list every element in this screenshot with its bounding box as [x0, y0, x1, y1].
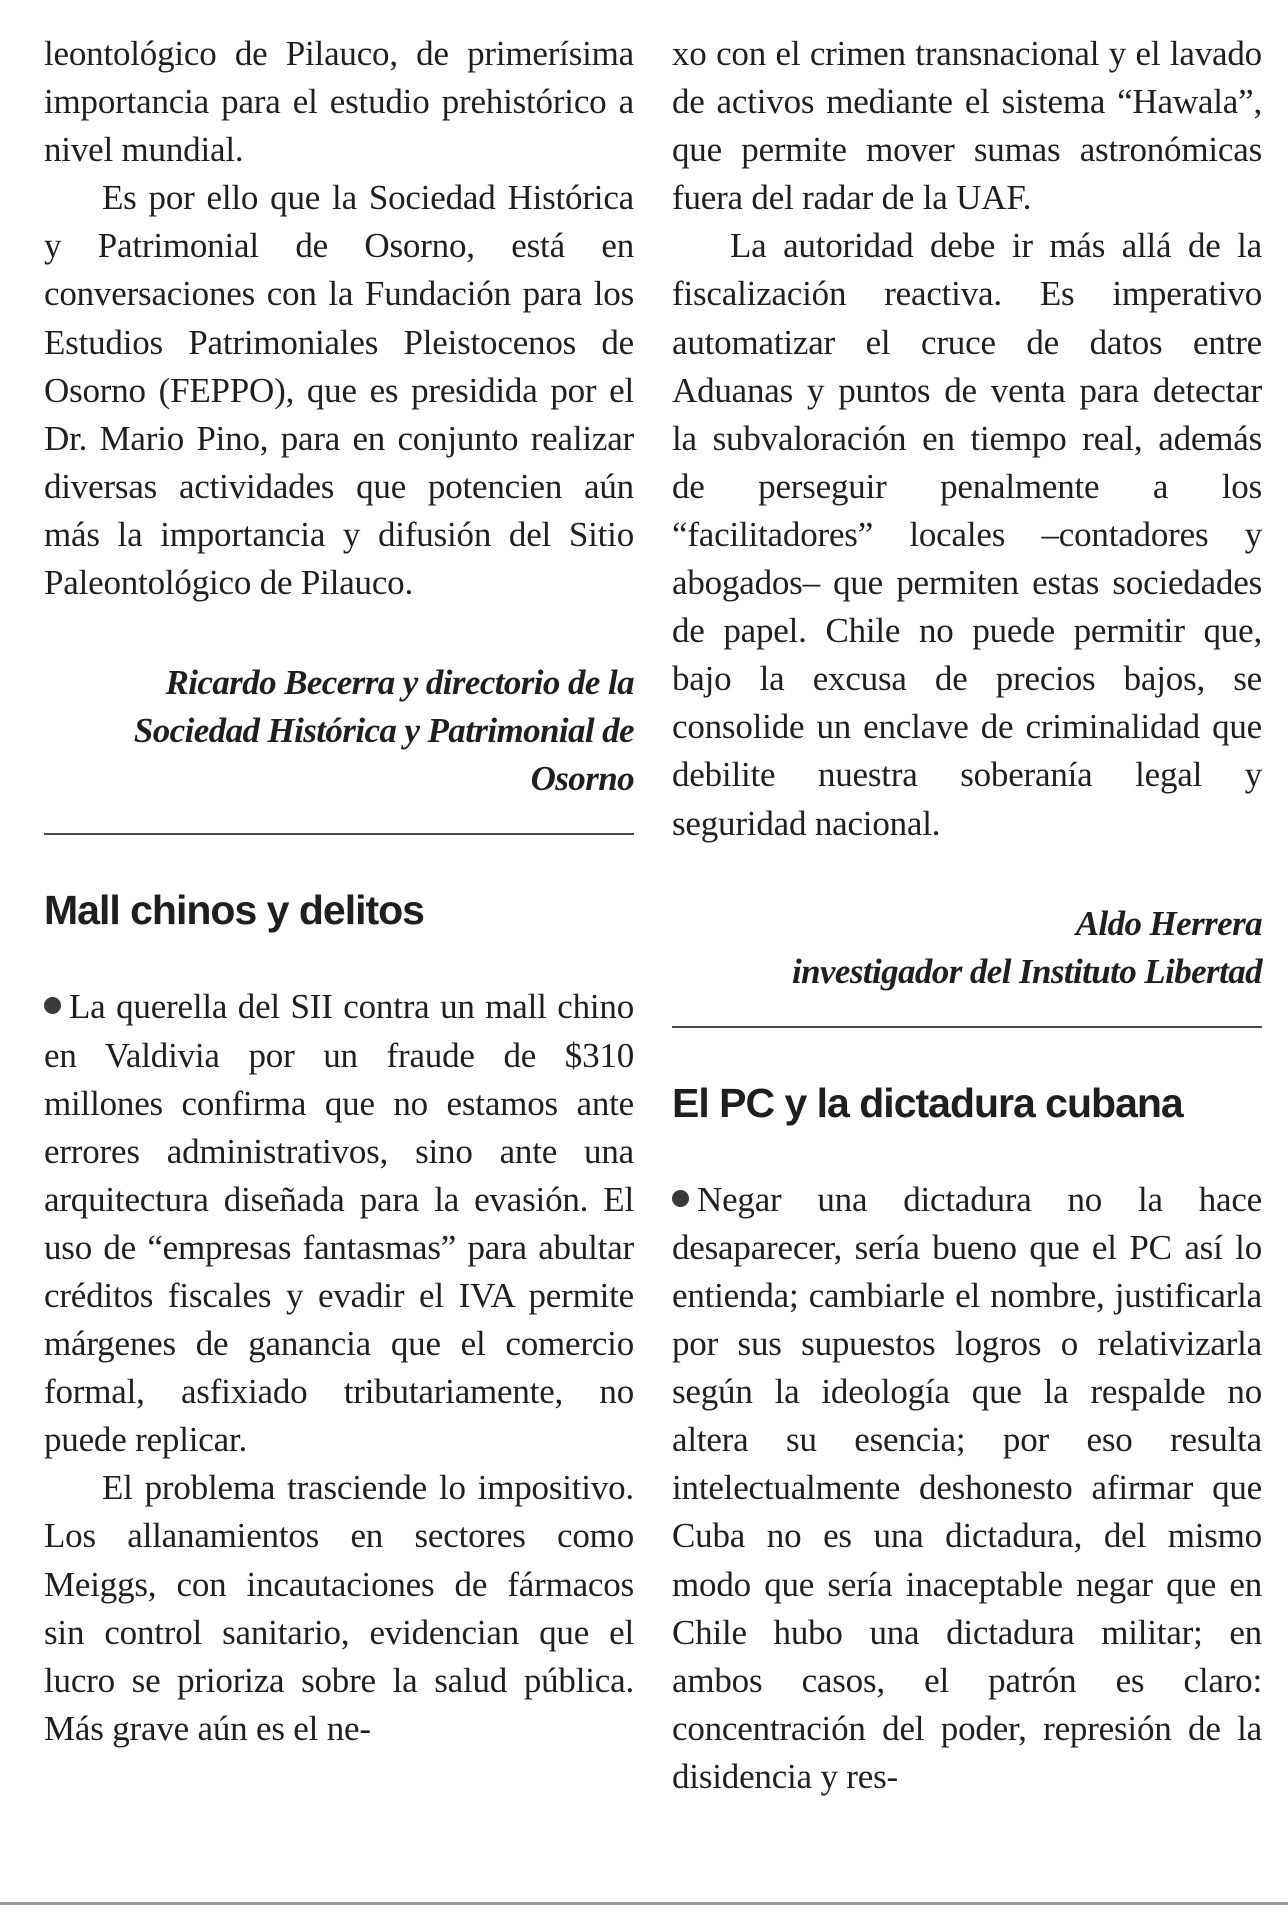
- continued-paragraph: La autoridad debe ir más allá de la fiscalización reactiva. Es imperativo automatizar el cruce de datos entre Aduanas y puntos de venta para detectar la subvaloración en tiempo real, además de perseguir penalmente a los “facilitadores” locales –contadores y abogados– que permiten estas sociedades de papel. Chile no puede permitir que, bajo la excusa de precios bajos, se consolide un enclave de criminalidad que debilite nuestra soberanía legal y seguridad nacional.: [672, 226, 1262, 843]
- signature-line: Osorno: [530, 759, 634, 799]
- bullet-icon: [672, 1190, 689, 1207]
- letter-signature: [44, 659, 634, 803]
- signature-line: Sociedad Histórica y Patrimonial de: [133, 711, 634, 751]
- continued-paragraph: Es por ello que la Sociedad Histórica y Patrimonial de Osorno, está en conversaciones con la Fundación para los Estudios Patrimoniales Pleistocenos de Osorno (FEPPO), que es presidida por el Dr. Mario Pino, para en conjunto realizar diversas actividades que potencien aún más la importancia y difusión del Sitio Paleontológico de Pilauco.: [44, 178, 634, 603]
- letter-paragraph: El problema trasciende lo impositivo. Los allanamientos en sectores como Meiggs, con incautaciones de fármacos sin control sanitario, evidencian que el lucro se prioriza sobre la salud pública. Más grave aún es el ne-: [44, 1468, 634, 1748]
- letter-signature: [672, 900, 1262, 996]
- right-column: [672, 30, 1262, 1801]
- letter-paragraph-text: La querella del SII contra un mall chino en Valdivia por un fraude de $310 millones confirma que no estamos ante errores administrativos, sino ante una arquitectura diseñada para la evasión. El uso de “empresas fantasmas” para abultar créditos fiscales y evadir el IVA permite márgenes de ganancia que el comercio formal, asfixiado tributariamente, no puede replicar.: [44, 987, 634, 1460]
- continued-paragraph: xo con el crimen transnacional y el lavado de activos mediante el sistema “Hawala”, que permite mover sumas astronómicas fuera del radar de la UAF.: [672, 34, 1262, 218]
- bullet-icon: [44, 997, 61, 1014]
- letter-paragraph-text: Negar una dictadura no la hace desaparecer, sería bueno que el PC así lo entienda; cambiarle el nombre, justificarla por sus supuestos logros o relativizarla según la ideología que la respalde no altera su esencia; por eso resulta intelectualmente deshonesto afirmar que Cuba no es una dictadura, del mismo modo que sería inaceptable negar que en Chile hubo una dictadura militar; en ambos casos, el patrón es claro: concentración del poder, represión de la disidencia y res-: [672, 1179, 1262, 1796]
- letter-title: Mall chinos y delitos: [44, 887, 424, 934]
- signature-line: Ricardo Becerra y directorio de la: [165, 663, 634, 703]
- left-column: [44, 30, 634, 1753]
- signature-line: Aldo Herrera: [1075, 903, 1262, 943]
- continued-paragraph: leontológico de Pilauco, de primerísima importancia para el estudio prehistórico a nivel mundial.: [44, 34, 634, 170]
- section-divider: [44, 833, 634, 835]
- section-divider: [672, 1026, 1262, 1028]
- signature-line: investigador del Instituto Libertad: [791, 951, 1262, 991]
- letter-paragraph: [672, 1176, 1262, 1801]
- letter-paragraph: [44, 983, 634, 1464]
- page-bottom-border: [0, 1902, 1288, 1905]
- letter-title: El PC y la dictadura cubana: [672, 1079, 1183, 1126]
